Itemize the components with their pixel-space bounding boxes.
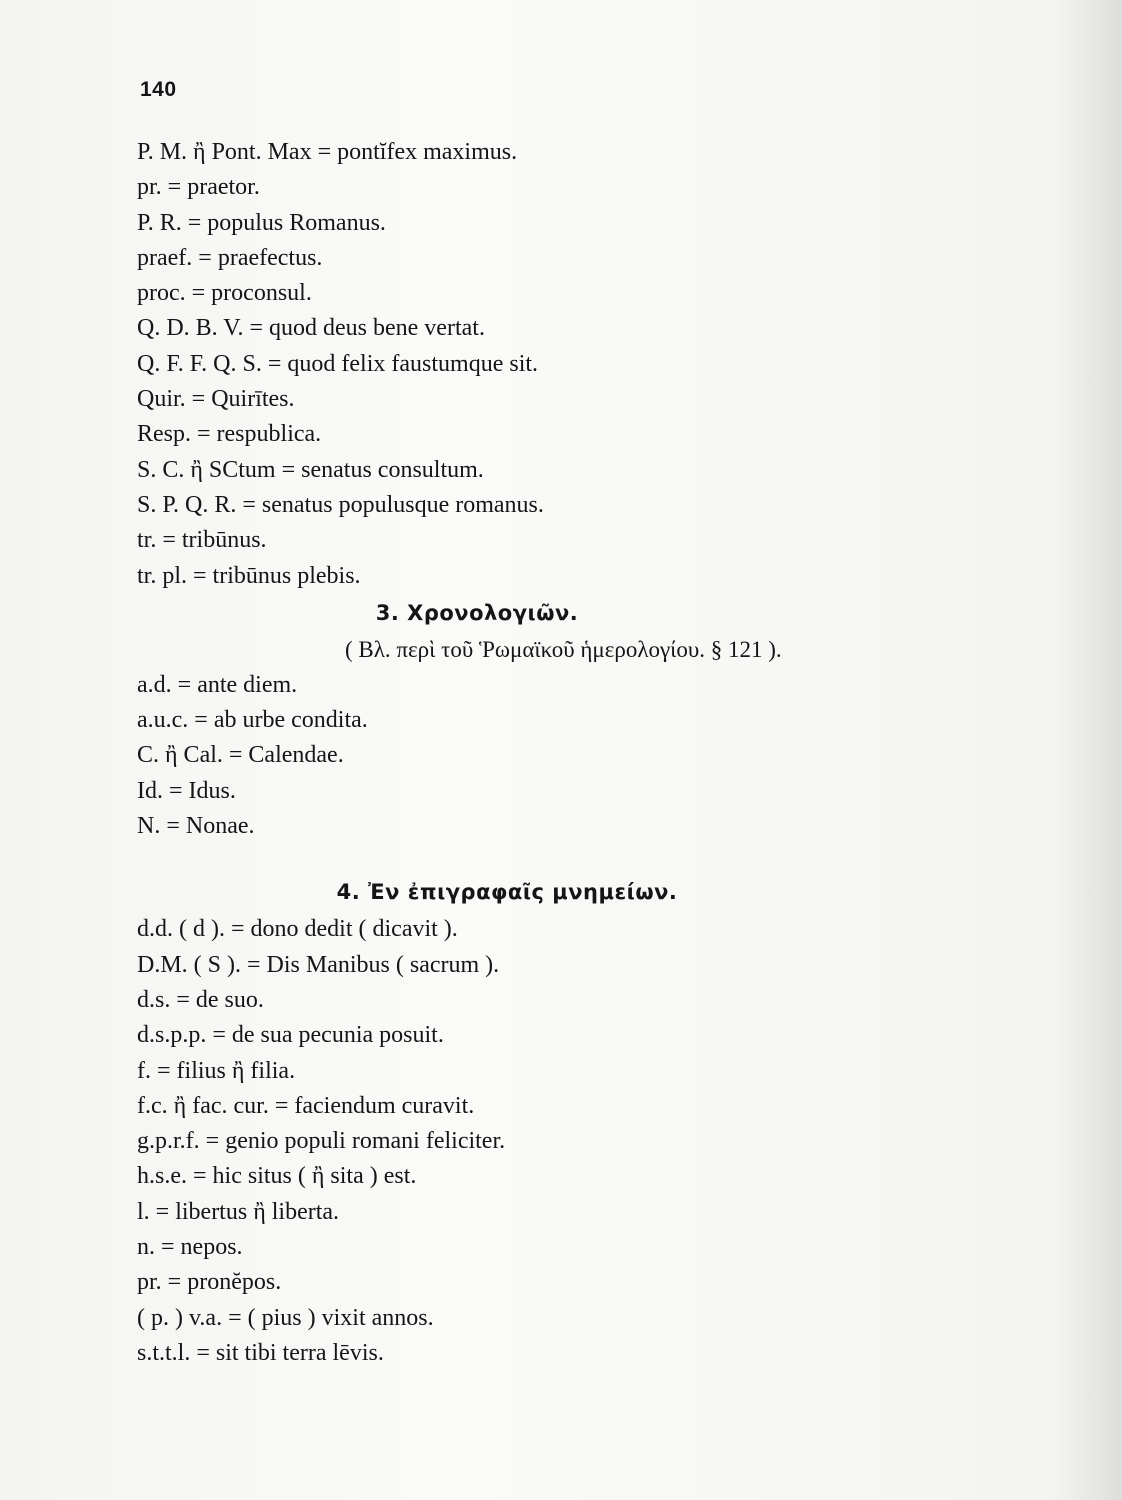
section-3-reference: ( Βλ. περὶ τοῦ Ῥωμαϊκοῦ ἡμερολογίου. § 121 ). bbox=[345, 636, 782, 662]
section-1-list bbox=[137, 135, 997, 594]
abbreviation-line: tr. pl. = tribūnus plebis. bbox=[137, 562, 361, 589]
abbreviation-line: Q. F. F. Q. S. = quod felix faustumque sit. bbox=[137, 350, 539, 377]
abbreviation-line: tr. = tribūnus. bbox=[137, 527, 267, 554]
abbreviation-line: S. P. Q. R. = senatus populusque romanus. bbox=[137, 491, 544, 518]
abbreviation-line: s.t.t.l. = sit tibi terra lēvis. bbox=[137, 1339, 384, 1366]
section-4-heading: 4. Ἐν ἐπιγραφαῖς μνημείων. bbox=[336, 880, 678, 905]
abbreviation-line: h.s.e. = hic situs ( ἢ sita ) est. bbox=[137, 1163, 417, 1190]
abbreviation-line: n. = nepos. bbox=[137, 1234, 243, 1261]
abbreviation-line: d.d. ( d ). = dono dedit ( dicavit ). bbox=[137, 916, 458, 943]
abbreviation-line: a.u.c. = ab urbe condita. bbox=[137, 707, 368, 734]
abbreviation-line: P. R. = populus Romanus. bbox=[137, 209, 386, 236]
abbreviation-line: C. ἢ Cal. = Calendae. bbox=[137, 742, 344, 769]
page-edge-shadow bbox=[1052, 0, 1122, 1500]
abbreviation-line: pr. = pronĕpos. bbox=[137, 1269, 282, 1296]
page-content bbox=[137, 135, 997, 1371]
abbreviation-line: P. M. ἢ Pont. Max = pontĭfex maximus. bbox=[137, 139, 518, 165]
section-4-list bbox=[137, 912, 997, 1371]
abbreviation-line: N. = Nonae. bbox=[137, 813, 255, 840]
abbreviation-line: ( p. ) v.a. = ( pius ) vixit annos. bbox=[137, 1304, 434, 1331]
abbreviation-line: a.d. = ante diem. bbox=[137, 671, 298, 698]
abbreviation-line: D.M. ( S ). = Dis Manibus ( sacrum ). bbox=[137, 951, 500, 978]
abbreviation-line: f. = filius ἢ filia. bbox=[137, 1057, 296, 1084]
abbreviation-line: l. = libertus ἢ liberta. bbox=[137, 1198, 340, 1225]
abbreviation-line: g.p.r.f. = genio populi romani feliciter. bbox=[137, 1128, 506, 1155]
abbreviation-line: S. C. ἢ SCtum = senatus consultum. bbox=[137, 456, 484, 483]
abbreviation-line: f.c. ἢ fac. cur. = faciendum curavit. bbox=[137, 1092, 475, 1119]
abbreviation-line: Id. = Idus. bbox=[137, 777, 236, 804]
abbreviation-line: pr. = praetor. bbox=[137, 174, 260, 201]
page-number: 140 bbox=[140, 78, 177, 101]
abbreviation-line: Quir. = Quirītes. bbox=[137, 386, 295, 413]
abbreviation-line: praef. = praefectus. bbox=[137, 244, 323, 271]
abbreviation-line: d.s. = de suo. bbox=[137, 986, 264, 1013]
abbreviation-line: Resp. = respublica. bbox=[137, 421, 322, 448]
abbreviation-line: d.s.p.p. = de sua pecunia posuit. bbox=[137, 1022, 444, 1049]
section-3-heading: 3. Χρονολογιῶν. bbox=[375, 600, 579, 625]
abbreviation-line: Q. D. B. V. = quod deus bene vertat. bbox=[137, 315, 485, 342]
section-gap bbox=[137, 844, 997, 872]
section-3-list bbox=[137, 668, 997, 844]
abbreviation-line: proc. = proconsul. bbox=[137, 280, 312, 307]
